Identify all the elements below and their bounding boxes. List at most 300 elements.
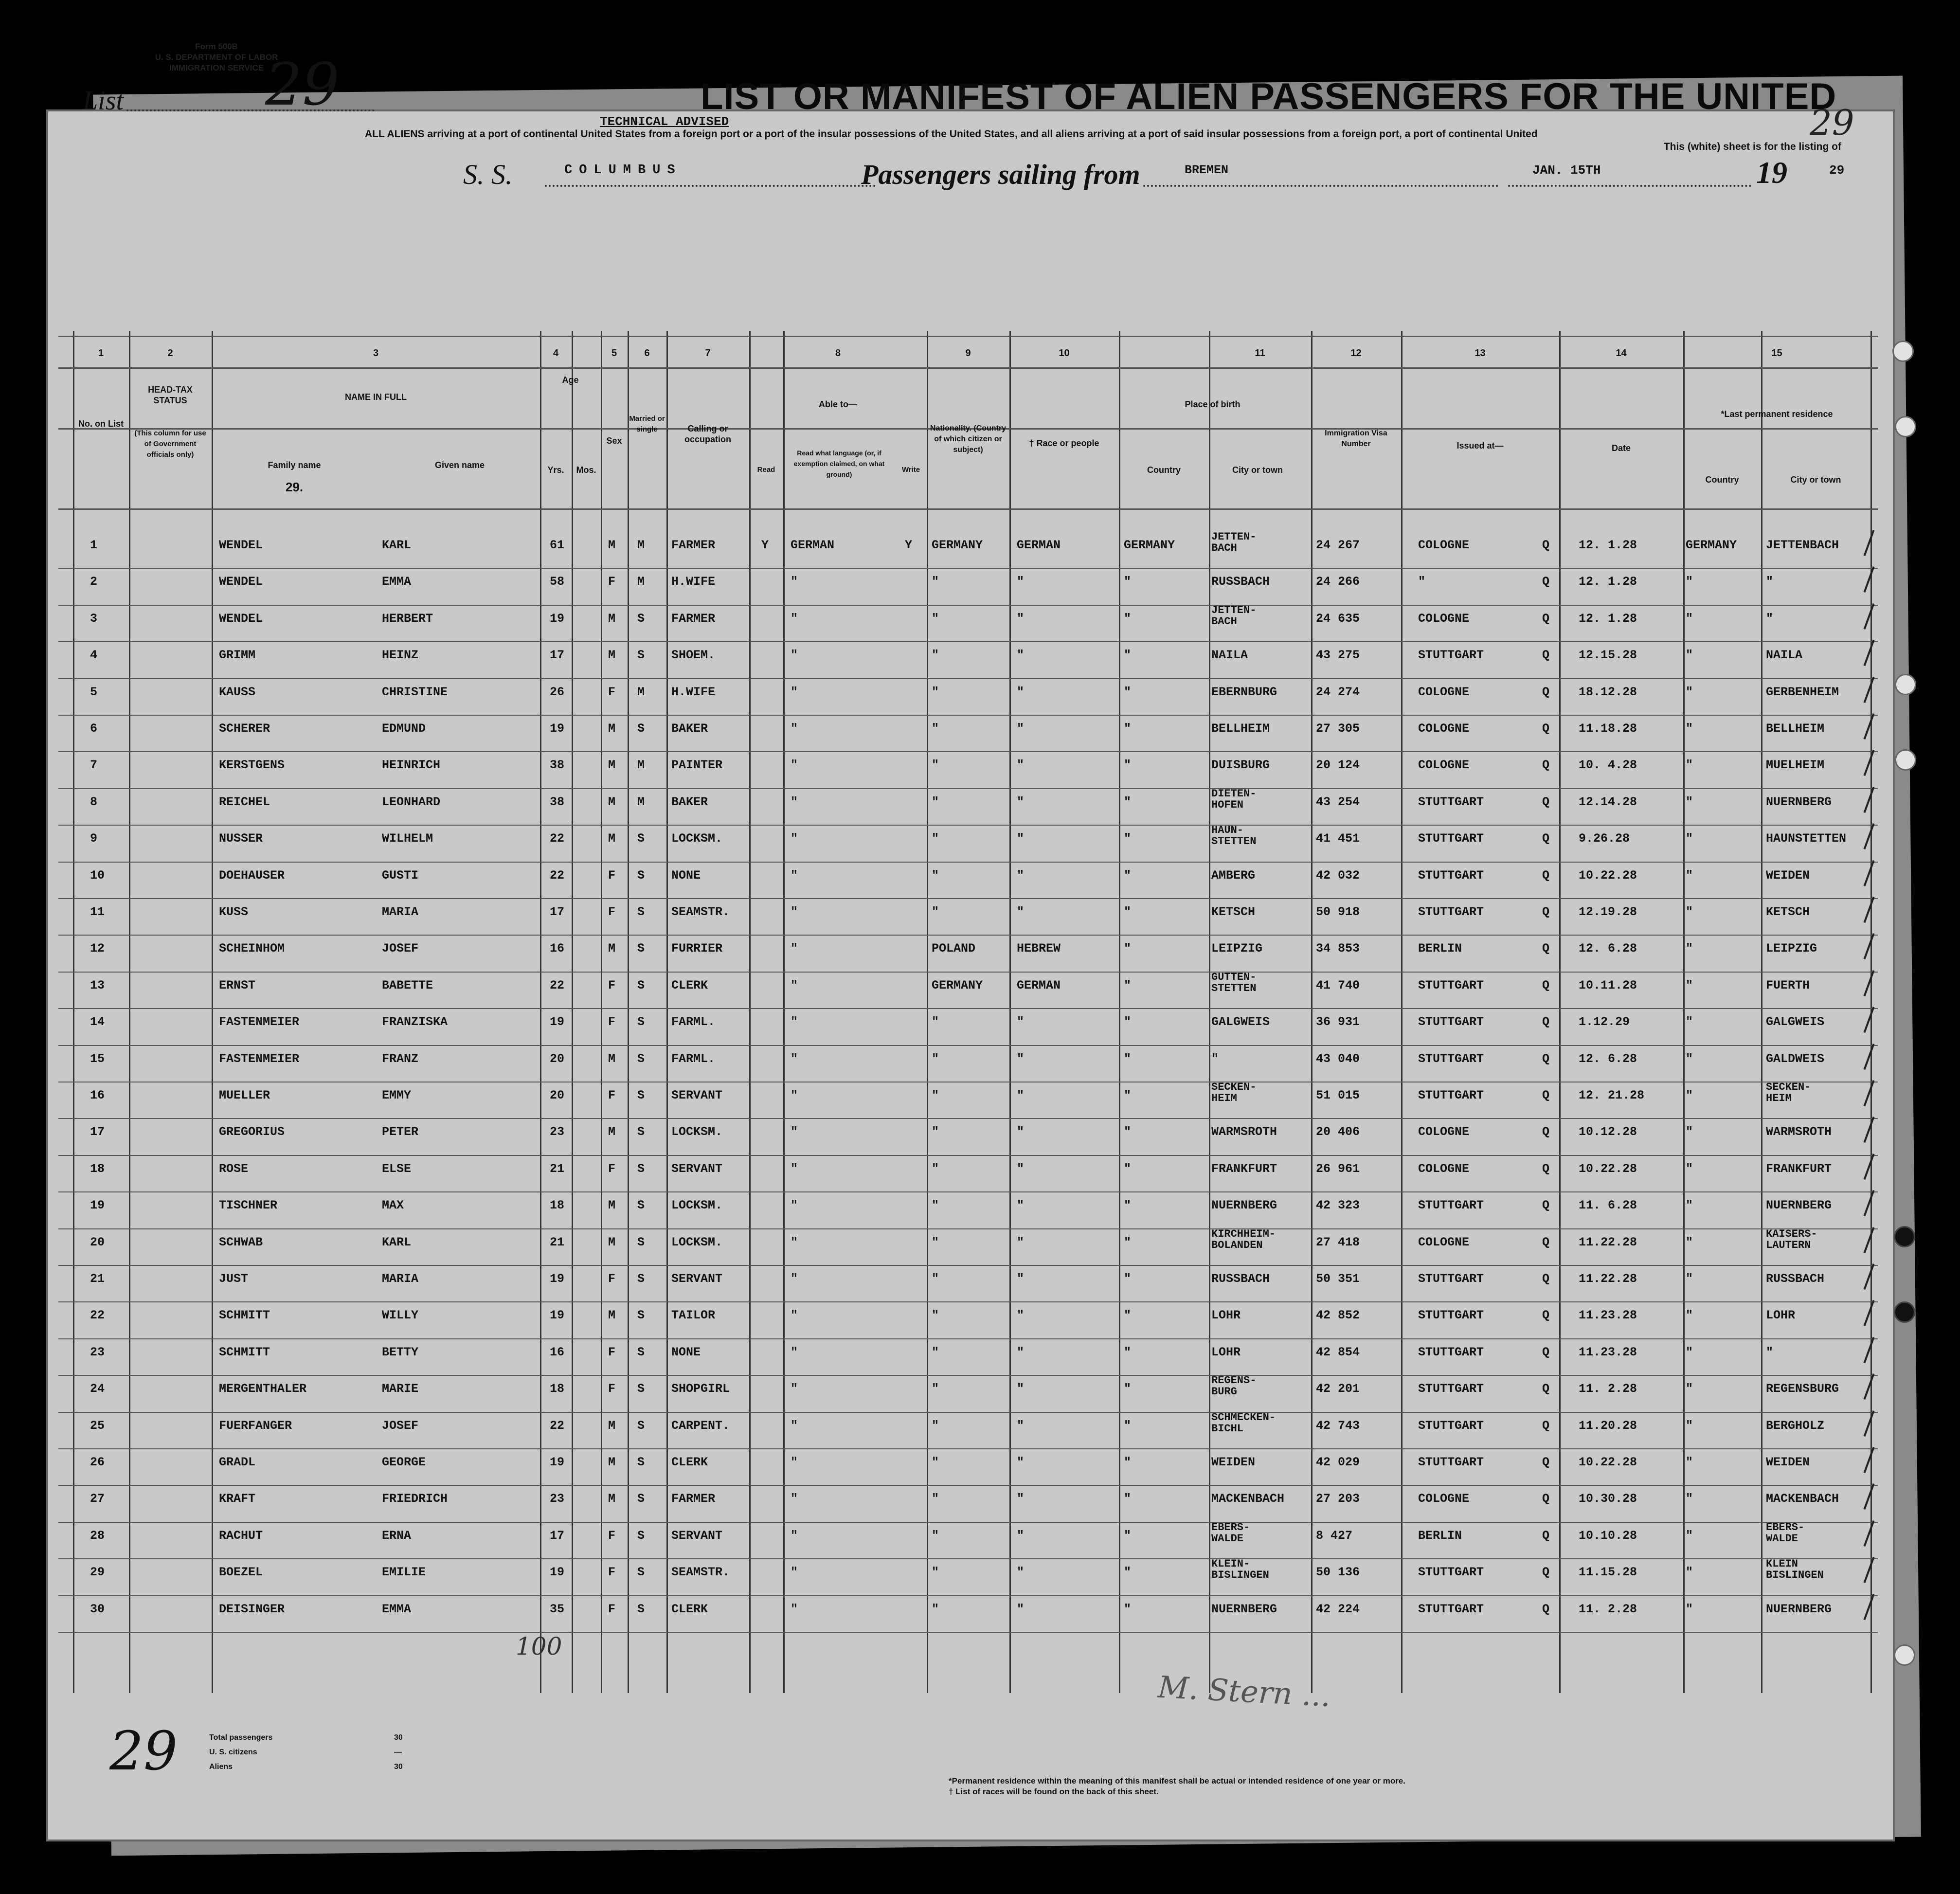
cell-issued-at: COLOGNE: [1418, 685, 1470, 699]
cell-issued-at: STUTTGART: [1418, 1015, 1484, 1029]
cell-age: 23: [550, 1492, 565, 1506]
cell-sex: F: [608, 685, 616, 699]
subtitle: ALL ALIENS arriving at a port of continental United States from a foreign port or a port of the insular possessions of the United States, and all aliens arriving at a port of said insular possessions from a foreign port, a port of continental United: [365, 128, 1538, 140]
check-mark-icon: [1864, 1263, 1875, 1290]
cell-family-name: GRIMM: [219, 648, 256, 663]
cell-nationality: ": [932, 1528, 939, 1543]
cell-given-name: EDMUND: [382, 722, 426, 736]
cell-date: 11.18.28: [1579, 722, 1637, 736]
cell-family-name: NUSSER: [219, 831, 263, 846]
cell-date: 10.11.28: [1579, 978, 1637, 992]
column-number: 13: [1474, 348, 1486, 359]
cell-given-name: JOSEF: [382, 1418, 419, 1433]
cell-birth-country: ": [1124, 648, 1132, 663]
cell-family-name: TISCHNER: [219, 1198, 278, 1213]
cell-no-on-list: 15: [90, 1051, 105, 1066]
cell-nationality: ": [932, 1015, 939, 1029]
cell-sex: F: [608, 978, 616, 992]
cell-race: ": [1017, 575, 1025, 589]
cell-birth-city: FRANKFURT: [1211, 1161, 1277, 1176]
cell-visa-number: 50 918: [1316, 905, 1360, 919]
cell-marital: S: [637, 1272, 645, 1286]
punch-hole: [1895, 749, 1916, 771]
cell-race: ": [1017, 1161, 1025, 1176]
cell-no-on-list: 12: [90, 941, 105, 956]
cell-occupation: NONE: [671, 1345, 701, 1359]
cell-date: 12. 21.28: [1579, 1088, 1645, 1102]
header-head-tax: HEAD-TAX STATUS: [148, 385, 193, 405]
cell-nationality: GERMANY: [932, 978, 983, 992]
cell-age: 58: [550, 575, 565, 589]
cell-date: 10.30.28: [1579, 1492, 1637, 1506]
cell-visa-number: 42 032: [1316, 868, 1360, 883]
column-number: 1: [98, 348, 104, 359]
cell-issued-at: STUTTGART: [1418, 1418, 1484, 1433]
cell-sex: F: [608, 1602, 616, 1616]
cell-family-name: GREGORIUS: [219, 1125, 285, 1139]
cell-given-name: GUSTI: [382, 868, 419, 883]
cell-date: 12.19.28: [1579, 905, 1637, 919]
cell-race: HEBREW: [1017, 941, 1061, 956]
column-rule: [783, 331, 785, 1693]
row-rule: [58, 568, 1878, 569]
cell-res-country: ": [1686, 685, 1693, 699]
cell-date: 11.22.28: [1579, 1235, 1637, 1249]
cell-birth-city: LOHR: [1211, 1345, 1241, 1359]
cell-nationality: ": [932, 905, 939, 919]
cell-race: ": [1017, 1015, 1025, 1029]
cell-q-mark: Q: [1542, 905, 1550, 919]
cell-age: 19: [550, 1308, 565, 1323]
cell-sex: M: [608, 831, 616, 846]
row-rule: [58, 1448, 1878, 1449]
cell-res-city: GERBENHEIM: [1766, 685, 1839, 699]
list-label: List: [83, 86, 124, 116]
cell-res-city: RUSSBACH: [1766, 1272, 1825, 1286]
column-number: 8: [835, 348, 841, 359]
cell-no-on-list: 25: [90, 1418, 105, 1433]
column-rule: [749, 331, 751, 1693]
cell-occupation: FARML.: [671, 1051, 716, 1066]
cell-nationality: ": [932, 1272, 939, 1286]
cell-visa-number: 42 224: [1316, 1602, 1360, 1616]
cell-birth-city: KIRCHHEIM- BOLANDEN: [1211, 1227, 1276, 1251]
check-mark-icon: [1864, 970, 1875, 996]
cell-race: GERMAN: [1017, 538, 1061, 552]
cell-date: 10.10.28: [1579, 1528, 1637, 1543]
cell-issued-at: STUTTGART: [1418, 1308, 1484, 1323]
cell-q-mark: Q: [1542, 794, 1550, 809]
cell-age: 22: [550, 868, 565, 883]
row-rule: [58, 1155, 1878, 1156]
cell-q-mark: Q: [1542, 648, 1550, 663]
cell-family-name: WENDEL: [219, 575, 263, 589]
cell-age: 26: [550, 685, 565, 699]
cell-birth-city: JETTEN- BACH: [1211, 531, 1257, 554]
cell-res-country: ": [1686, 1565, 1693, 1580]
cell-age: 38: [550, 794, 565, 809]
row-rule: [58, 1265, 1878, 1266]
cell-res-country: ": [1686, 1382, 1693, 1396]
cell-q-mark: Q: [1542, 1455, 1550, 1469]
cell-marital: S: [637, 1418, 645, 1433]
row-rule: [58, 678, 1878, 679]
cell-issued-at: COLOGNE: [1418, 1492, 1470, 1506]
cell-marital: S: [637, 611, 645, 626]
cell-language: ": [791, 648, 798, 663]
cell-birth-country: ": [1124, 978, 1132, 992]
cell-sex: M: [608, 722, 616, 736]
cell-res-city: KLEIN BISLINGEN: [1766, 1558, 1824, 1582]
us-citizens-value: —: [394, 1748, 402, 1756]
cell-visa-number: 50 351: [1316, 1272, 1360, 1286]
cell-date: 11.23.28: [1579, 1345, 1637, 1359]
cell-age: 19: [550, 1565, 565, 1580]
cell-date: 10.22.28: [1579, 868, 1637, 883]
cell-marital: S: [637, 1015, 645, 1029]
handwritten-signature: M. Stern ...: [1157, 1669, 1332, 1714]
check-mark-icon: [1864, 823, 1875, 849]
cell-nationality: ": [932, 575, 939, 589]
check-mark-icon: [1864, 1447, 1875, 1473]
cell-birth-country: ": [1124, 868, 1132, 883]
cell-age: 17: [550, 648, 565, 663]
punch-hole: [1895, 674, 1916, 695]
cell-q-mark: Q: [1542, 1235, 1550, 1249]
cell-res-city: NUERNBERG: [1766, 1198, 1832, 1213]
footnote-residence: *Permanent residence within the meaning of this manifest shall be actual or intended residence of one year or more.: [949, 1776, 1406, 1786]
cell-family-name: KAUSS: [219, 685, 256, 699]
cell-date: 10. 4.28: [1579, 758, 1637, 773]
cell-visa-number: 27 305: [1316, 722, 1360, 736]
cell-res-country: ": [1686, 1198, 1693, 1213]
cell-family-name: DOEHAUSER: [219, 868, 285, 883]
cell-age: 21: [550, 1235, 565, 1249]
cell-occupation: H.WIFE: [671, 685, 716, 699]
cell-res-country: ": [1686, 1308, 1693, 1323]
cell-issued-at: STUTTGART: [1418, 1272, 1484, 1286]
cell-language: ": [791, 575, 798, 589]
cell-res-city: REGENSBURG: [1766, 1382, 1839, 1396]
header-calling: Calling or occupation: [684, 424, 731, 444]
cell-res-city: LEIPZIG: [1766, 941, 1817, 956]
cell-visa-number: 42 201: [1316, 1382, 1360, 1396]
page-title: LIST OR MANIFEST OF ALIEN PASSENGERS FOR THE UNITED: [701, 76, 1837, 117]
cell-birth-city: EBERS- WALDE: [1211, 1521, 1250, 1545]
cell-visa-number: 42 852: [1316, 1308, 1360, 1323]
cell-res-city: BERGHOLZ: [1766, 1418, 1825, 1433]
cell-given-name: BABETTE: [382, 978, 433, 992]
cell-sex: F: [608, 1272, 616, 1286]
cell-birth-country: ": [1124, 794, 1132, 809]
column-rule: [666, 331, 668, 1693]
cell-issued-at: STUTTGART: [1418, 1345, 1484, 1359]
cell-age: 20: [550, 1051, 565, 1066]
cell-res-country: ": [1686, 575, 1693, 589]
cell-language: ": [791, 758, 798, 773]
cell-language: ": [791, 611, 798, 626]
cell-visa-number: 24 266: [1316, 575, 1360, 589]
cell-race: ": [1017, 1492, 1025, 1506]
row-rule: [58, 605, 1878, 606]
cell-visa-number: 42 854: [1316, 1345, 1360, 1359]
row-rule: [58, 751, 1878, 752]
cell-no-on-list: 17: [90, 1125, 105, 1139]
cell-given-name: BETTY: [382, 1345, 419, 1359]
check-mark-icon: [1864, 530, 1875, 556]
cell-birth-city: BELLHEIM: [1211, 722, 1270, 736]
punch-hole: [1894, 1301, 1915, 1323]
cell-visa-number: 27 418: [1316, 1235, 1360, 1249]
cell-race: ": [1017, 1198, 1025, 1213]
cell-res-country: ": [1686, 1235, 1693, 1249]
cell-birth-city: KETSCH: [1211, 905, 1256, 919]
cell-age: 61: [550, 538, 565, 552]
cell-birth-country: ": [1124, 941, 1132, 956]
cell-occupation: SHOPGIRL: [671, 1382, 730, 1396]
cell-date: 11. 2.28: [1579, 1382, 1637, 1396]
row-rule: [58, 715, 1878, 716]
check-mark-icon: [1864, 1227, 1875, 1253]
cell-res-country: ": [1686, 941, 1693, 956]
cell-res-city: ": [1766, 611, 1774, 626]
cell-occupation: PAINTER: [671, 758, 723, 773]
cell-occupation: SERVANT: [671, 1528, 723, 1543]
cell-visa-number: 24 267: [1316, 538, 1360, 552]
cell-age: 18: [550, 1198, 565, 1213]
cell-language: ": [791, 1382, 798, 1396]
cell-nationality: GERMANY: [932, 538, 983, 552]
cell-given-name: EMMY: [382, 1088, 412, 1102]
row-rule: [58, 1412, 1878, 1413]
column-rule: [628, 331, 629, 1693]
cell-marital: M: [637, 758, 645, 773]
cell-no-on-list: 2: [90, 575, 98, 589]
cell-q-mark: Q: [1542, 1418, 1550, 1433]
cell-age: 35: [550, 1602, 565, 1616]
cell-race: ": [1017, 1345, 1025, 1359]
cell-race: ": [1017, 1308, 1025, 1323]
cell-nationality: ": [932, 722, 939, 736]
cell-res-city: WEIDEN: [1766, 1455, 1810, 1469]
cell-res-country: ": [1686, 1015, 1693, 1029]
row-rule: [58, 1338, 1878, 1339]
cell-race: ": [1017, 1272, 1025, 1286]
cell-race: ": [1017, 831, 1025, 846]
column-rule: [1683, 331, 1685, 1693]
cell-language: ": [791, 905, 798, 919]
cell-given-name: PETER: [382, 1125, 419, 1139]
column-rule: [927, 331, 928, 1693]
cell-occupation: BAKER: [671, 722, 708, 736]
cell-visa-number: 8 427: [1316, 1528, 1353, 1543]
cell-birth-country: ": [1124, 1198, 1132, 1213]
cell-occupation: CARPENT.: [671, 1418, 730, 1433]
row-rule: [58, 1485, 1878, 1486]
check-mark-icon: [1864, 787, 1875, 813]
cell-family-name: WENDEL: [219, 611, 263, 626]
cell-birth-country: ": [1124, 831, 1132, 846]
column-number: 3: [373, 348, 379, 359]
column-number: 10: [1059, 348, 1070, 359]
cell-visa-number: 41 451: [1316, 831, 1360, 846]
cell-age: 22: [550, 1418, 565, 1433]
cell-given-name: FRANZ: [382, 1051, 419, 1066]
cell-race: ": [1017, 1602, 1025, 1616]
cell-no-on-list: 11: [90, 905, 105, 919]
cell-sex: F: [608, 1345, 616, 1359]
departure-port: BREMEN: [1185, 163, 1229, 177]
cell-no-on-list: 16: [90, 1088, 105, 1102]
header-head-tax-note: (This column for use of Government officials only): [134, 429, 206, 459]
cell-q-mark: Q: [1542, 1272, 1550, 1286]
cell-language: ": [791, 831, 798, 846]
cell-res-country: ": [1686, 1528, 1693, 1543]
check-mark-icon: [1864, 1154, 1875, 1180]
cell-issued-at: STUTTGART: [1418, 1455, 1484, 1469]
ship-name: COLUMBUS: [564, 163, 682, 178]
row-rule: [58, 641, 1878, 642]
cell-sex: M: [608, 794, 616, 809]
cell-visa-number: 43 254: [1316, 794, 1360, 809]
cell-given-name: GEORGE: [382, 1455, 426, 1469]
header-birth-city: City or town: [1232, 465, 1283, 475]
cell-sex: M: [608, 611, 616, 626]
cell-age: 19: [550, 1015, 565, 1029]
cell-language: ": [791, 1602, 798, 1616]
cell-age: 16: [550, 1345, 565, 1359]
cell-given-name: ERNA: [382, 1528, 412, 1543]
aliens-value: 30: [394, 1763, 403, 1771]
footnote-races: † List of races will be found on the back of this sheet.: [949, 1787, 1159, 1796]
cell-language: ": [791, 1455, 798, 1469]
cell-sex: M: [608, 648, 616, 663]
cell-issued-at: STUTTGART: [1418, 1382, 1484, 1396]
cell-nationality: ": [932, 1308, 939, 1323]
cell-occupation: FARML.: [671, 1015, 716, 1029]
cell-date: 12. 6.28: [1579, 941, 1637, 956]
cell-language: ": [791, 1492, 798, 1506]
cell-family-name: FASTENMEIER: [219, 1015, 300, 1029]
cell-sex: M: [608, 1198, 616, 1213]
cell-issued-at: COLOGNE: [1418, 611, 1470, 626]
cell-date: 11.15.28: [1579, 1565, 1637, 1580]
cell-no-on-list: 20: [90, 1235, 105, 1249]
check-mark-icon: [1864, 1007, 1875, 1033]
cell-q-mark: Q: [1542, 1492, 1550, 1506]
cell-race: GERMAN: [1017, 978, 1061, 992]
cell-marital: S: [637, 978, 645, 992]
cell-marital: S: [637, 1198, 645, 1213]
cell-marital: M: [637, 538, 645, 552]
row-rule: [58, 1558, 1878, 1559]
cell-issued-at: COLOGNE: [1418, 1161, 1470, 1176]
cell-language: ": [791, 722, 798, 736]
header-read-language: Read what language (or, if exemption claimed, on what ground): [793, 449, 885, 478]
cell-issued-at: COLOGNE: [1418, 722, 1470, 736]
header-given-name: Given name: [434, 460, 485, 470]
cell-no-on-list: 13: [90, 978, 105, 992]
cell-marital: S: [637, 1125, 645, 1139]
cell-birth-city: SCHMECKEN- BICHL: [1211, 1411, 1276, 1435]
cell-visa-number: 27 203: [1316, 1492, 1360, 1506]
cell-race: ": [1017, 685, 1025, 699]
cell-visa-number: 42 323: [1316, 1198, 1360, 1213]
cell-q-mark: Q: [1542, 611, 1550, 626]
cell-q-mark: Q: [1542, 1308, 1550, 1323]
cell-birth-country: ": [1124, 611, 1132, 626]
cell-given-name: HERBERT: [382, 611, 433, 626]
cell-language: ": [791, 1161, 798, 1176]
cell-q-mark: Q: [1542, 1125, 1550, 1139]
cell-date: 1.12.29: [1579, 1015, 1630, 1029]
cell-res-country: ": [1686, 1125, 1693, 1139]
cell-res-city: KETSCH: [1766, 905, 1810, 919]
cell-res-country: ": [1686, 1418, 1693, 1433]
cell-nationality: ": [932, 868, 939, 883]
cell-marital: S: [637, 1602, 645, 1616]
cell-visa-number: 24 274: [1316, 685, 1360, 699]
check-mark-icon: [1864, 750, 1875, 776]
cell-occupation: FURRIER: [671, 941, 723, 956]
cell-given-name: FRIEDRICH: [382, 1492, 448, 1506]
list-number: 29: [265, 51, 340, 119]
cell-language: ": [791, 1235, 798, 1249]
cell-no-on-list: 3: [90, 611, 98, 626]
header-nationality: Nationality. (Country of which citizen or subject): [930, 424, 1007, 454]
cell-date: 9.26.28: [1579, 831, 1630, 846]
header-name-in-full: NAME IN FULL: [345, 392, 407, 402]
cell-birth-city: EBERNBURG: [1211, 685, 1277, 699]
cell-occupation: SERVANT: [671, 1088, 723, 1102]
aliens-label: Aliens: [209, 1763, 233, 1771]
cell-birth-city: NAILA: [1211, 648, 1248, 663]
cell-occupation: LOCKSM.: [671, 831, 723, 846]
cell-given-name: EMMA: [382, 1602, 412, 1616]
cell-birth-city: LEIPZIG: [1211, 941, 1263, 956]
cell-marital: S: [637, 1235, 645, 1249]
check-mark-icon: [1864, 1483, 1875, 1510]
cell-birth-country: ": [1124, 685, 1132, 699]
cell-date: 12.15.28: [1579, 648, 1637, 663]
column-rule: [73, 331, 74, 1693]
cell-given-name: LEONHARD: [382, 794, 441, 809]
cell-q-mark: Q: [1542, 1051, 1550, 1066]
cell-given-name: WILHELM: [382, 831, 433, 846]
cell-birth-city: WEIDEN: [1211, 1455, 1256, 1469]
cell-date: 11. 6.28: [1579, 1198, 1637, 1213]
cell-family-name: KUSS: [219, 905, 249, 919]
check-mark-icon: [1864, 1410, 1875, 1437]
row-rule: [58, 898, 1878, 899]
cell-res-country: ": [1686, 868, 1693, 883]
cell-marital: S: [637, 905, 645, 919]
check-mark-icon: [1864, 677, 1875, 703]
cell-res-country: ": [1686, 1492, 1693, 1506]
cell-q-mark: Q: [1542, 868, 1550, 883]
cell-birth-country: ": [1124, 1602, 1132, 1616]
cell-nationality: ": [932, 685, 939, 699]
cell-birth-city: RUSSBACH: [1211, 1272, 1270, 1286]
row-rule: [58, 862, 1878, 863]
cell-birth-country: GERMANY: [1124, 538, 1175, 552]
row-rule: [58, 1045, 1878, 1046]
cell-age: 19: [550, 1272, 565, 1286]
check-mark-icon: [1864, 1337, 1875, 1363]
cell-issued-at: STUTTGART: [1418, 905, 1484, 919]
cell-given-name: EMMA: [382, 575, 412, 589]
cell-occupation: FARMER: [671, 611, 716, 626]
